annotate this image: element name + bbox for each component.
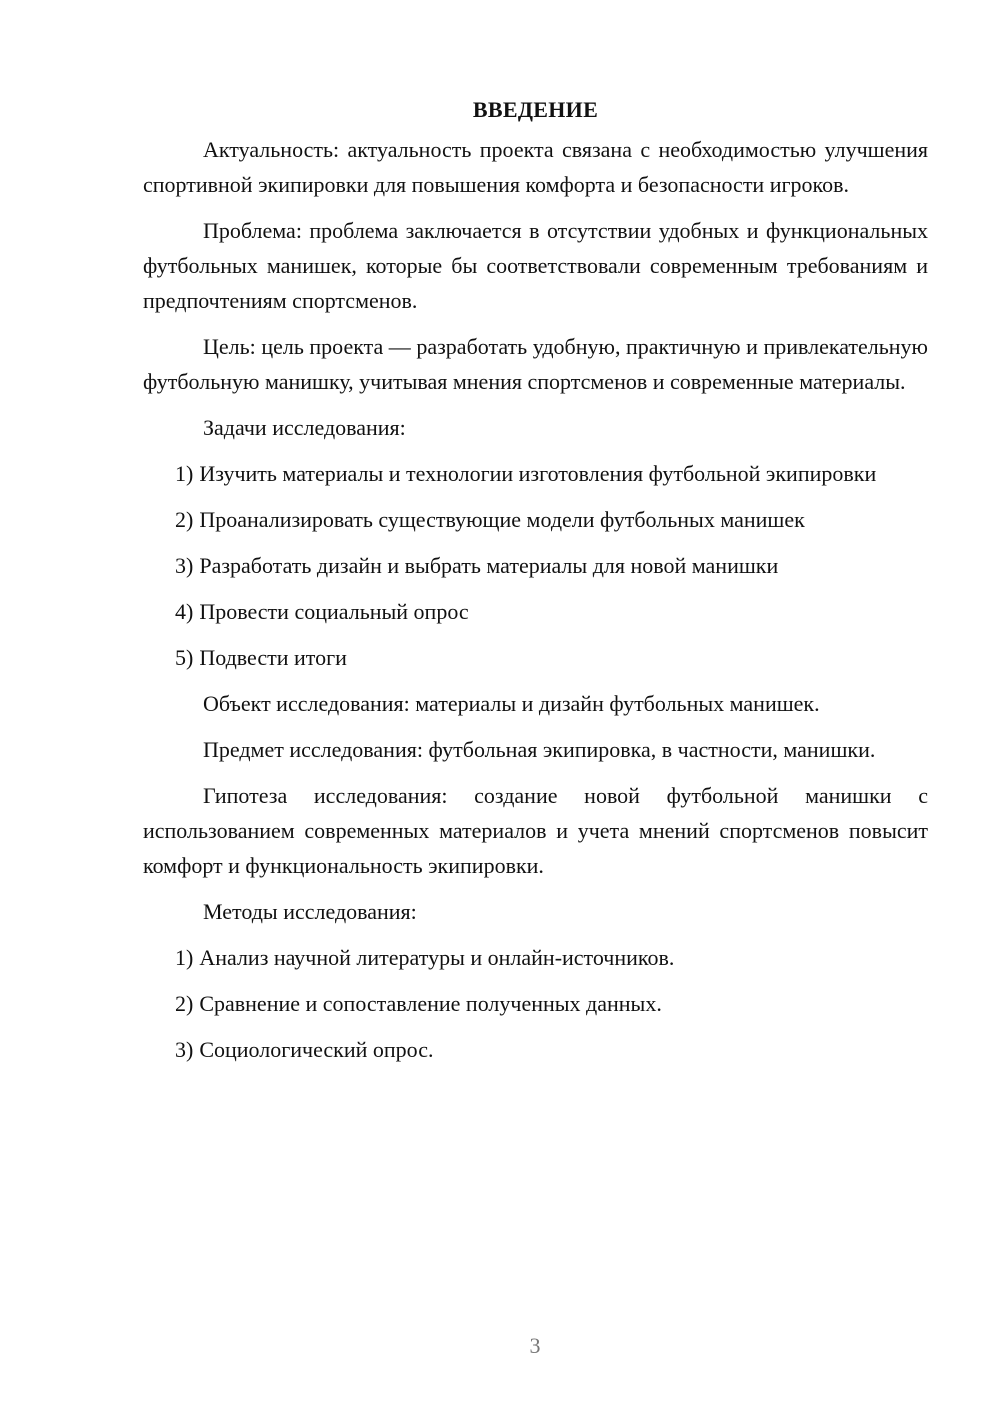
relevance-paragraph: Актуальность: актуальность проекта связана с необходимостью улучшения спортивной экипировки для повышения комфорта и безопасности игроков. bbox=[143, 137, 928, 197]
task-text: Подвести итоги bbox=[199, 645, 347, 670]
task-item bbox=[143, 502, 928, 537]
task-item bbox=[143, 594, 928, 629]
task-item bbox=[143, 548, 928, 583]
task-text: Изучить материалы и технологии изготовления футбольной экипировки bbox=[199, 461, 877, 486]
subject-paragraph: Предмет исследования: футбольная экипировка, в частности, манишки. bbox=[203, 737, 876, 762]
task-number: 3) bbox=[175, 553, 194, 578]
task-item bbox=[143, 456, 928, 491]
tasks-heading: Задачи исследования: bbox=[203, 415, 406, 440]
page-content bbox=[143, 92, 928, 1078]
tasks-list bbox=[143, 456, 928, 675]
method-item bbox=[143, 940, 928, 975]
task-number: 1) bbox=[175, 461, 194, 486]
task-number: 2) bbox=[175, 507, 194, 532]
methods-heading: Методы исследования: bbox=[203, 899, 417, 924]
task-text: Разработать дизайн и выбрать материалы для новой манишки bbox=[199, 553, 779, 578]
method-number: 3) bbox=[175, 1037, 194, 1062]
task-text: Проанализировать существующие модели футбольных манишек bbox=[199, 507, 805, 532]
task-number: 4) bbox=[175, 599, 194, 624]
method-text: Анализ научной литературы и онлайн-источников. bbox=[199, 945, 675, 970]
task-number: 5) bbox=[175, 645, 194, 670]
problem-paragraph: Проблема: проблема заключается в отсутствии удобных и функциональных футбольных манишек, которые бы соответствовали современным требованиям и предпочтениям спортсменов. bbox=[143, 218, 928, 313]
object-paragraph: Объект исследования: материалы и дизайн футбольных манишек. bbox=[203, 691, 820, 716]
method-number: 2) bbox=[175, 991, 194, 1016]
page-number: 3 bbox=[529, 1333, 541, 1358]
method-text: Социологический опрос. bbox=[199, 1037, 434, 1062]
goal-paragraph: Цель: цель проекта — разработать удобную, практичную и привлекательную футбольную манишку, учитывая мнения спортсменов и современные материалы. bbox=[143, 334, 928, 394]
methods-list bbox=[143, 940, 928, 1067]
task-text: Провести социальный опрос bbox=[199, 599, 469, 624]
method-item bbox=[143, 986, 928, 1021]
hypothesis-paragraph: Гипотеза исследования: создание новой футбольной манишки с использованием современных материалов и учета мнений спортсменов повысит комфорт и функциональность экипировки. bbox=[143, 783, 928, 878]
method-text: Сравнение и сопоставление полученных данных. bbox=[199, 991, 662, 1016]
task-item bbox=[143, 640, 928, 675]
page-title: ВВЕДЕНИЕ bbox=[472, 97, 599, 122]
method-number: 1) bbox=[175, 945, 194, 970]
method-item bbox=[143, 1032, 928, 1067]
